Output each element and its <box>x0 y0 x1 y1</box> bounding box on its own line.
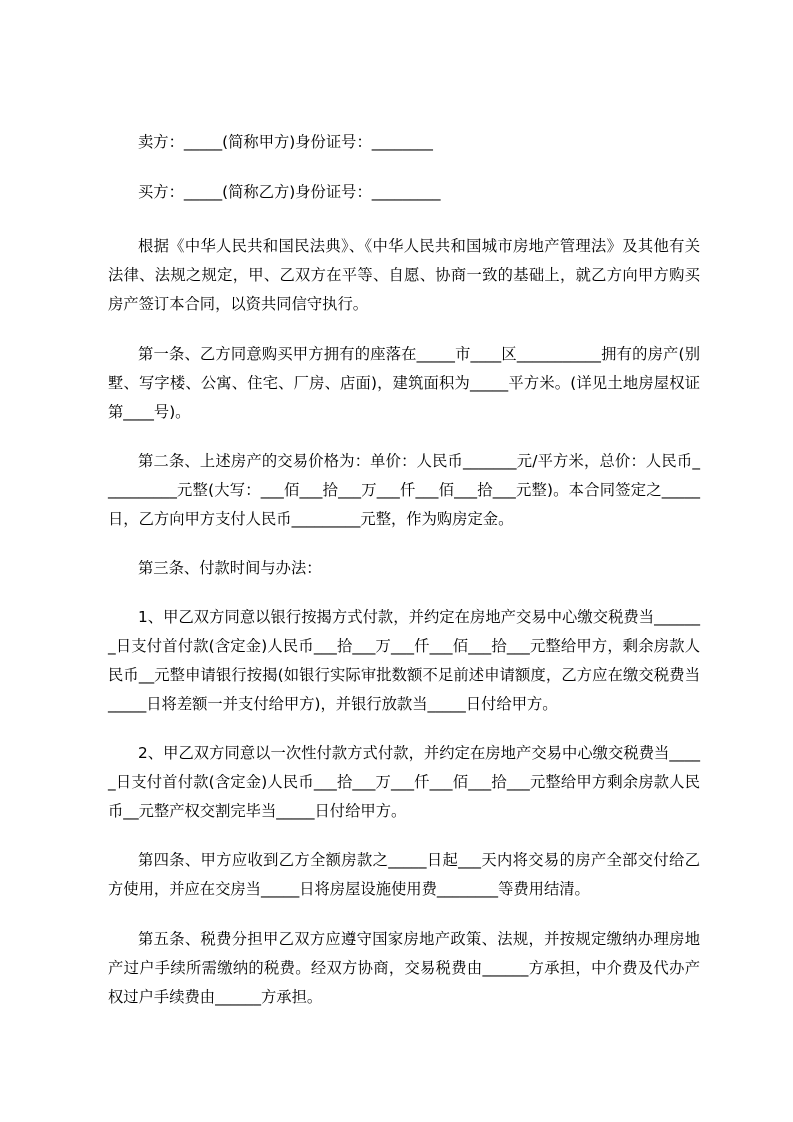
article-5-paragraph: 第五条、税费分担甲乙双方应遵守国家房地产政策、法规，并按规定缴纳办理房地产过户手续所需缴纳的税费。经双方协商，交易税费由______方承担，中介费及代办产权过户手续费由______方承担。 <box>108 930 700 1006</box>
preamble-paragraph: 根据《中华人民共和国民法典》、《中华人民共和国城市房地产管理法》及其他有关法律、法规之规定，甲、乙双方在平等、自愿、协商一致的基础上，就乙方向甲方购买房产签订本合同，以资共同信守执行。 <box>108 237 700 313</box>
article-3-clause-1: 1、甲乙双方同意以银行按揭方式付款，并约定在房地产交易中心缴交税费当_______日支付首付款(含定金)人民币___拾___万___仟___佰___拾___元整给甲方，剩余房款人民币__元整申请银行按揭(如银行实际审批数额不足前述申请额度，乙方应在缴交税费当_____日将差额一并支付给甲方)，并银行放款当_____日付给甲方。 <box>108 608 700 713</box>
article-1-paragraph: 第一条、乙方同意购买甲方拥有的座落在_____市____区___________拥有的房产(别墅、写字楼、公寓、住宅、厂房、店面)，建筑面积为_____平方米。(详见土地房屋权证第____号)。 <box>108 345 700 421</box>
seller-line: 卖方：_____(简称甲方)身份证号：________ <box>138 133 433 151</box>
article-2-paragraph: 第二条、上述房产的交易价格为：单价：人民币_______元/平方米，总价：人民币__________元整(大写：___佰___拾___万___仟___佰___拾___元整)。本合同签定之_____日，乙方向甲方支付人民币_________元整，作为购房定金。 <box>108 452 700 528</box>
article-3-clause-2: 2、甲乙双方同意以一次性付款方式付款，并约定在房地产交易中心缴交税费当_____日支付首付款(含定金)人民币___拾___万___仟___佰___拾___元整给甲方剩余房款人民币__元整产权交割完毕当_____日付给甲方。 <box>108 744 700 820</box>
article-4-paragraph: 第四条、甲方应收到乙方全额房款之_____日起___天内将交易的房产全部交付给乙方使用，并应在交房当_____日将房屋设施使用费________等费用结清。 <box>108 851 700 898</box>
buyer-line: 买方：_____(简称乙方)身份证号：_________ <box>138 183 441 201</box>
article-3-heading: 第三条、付款时间与办法： <box>138 559 322 577</box>
